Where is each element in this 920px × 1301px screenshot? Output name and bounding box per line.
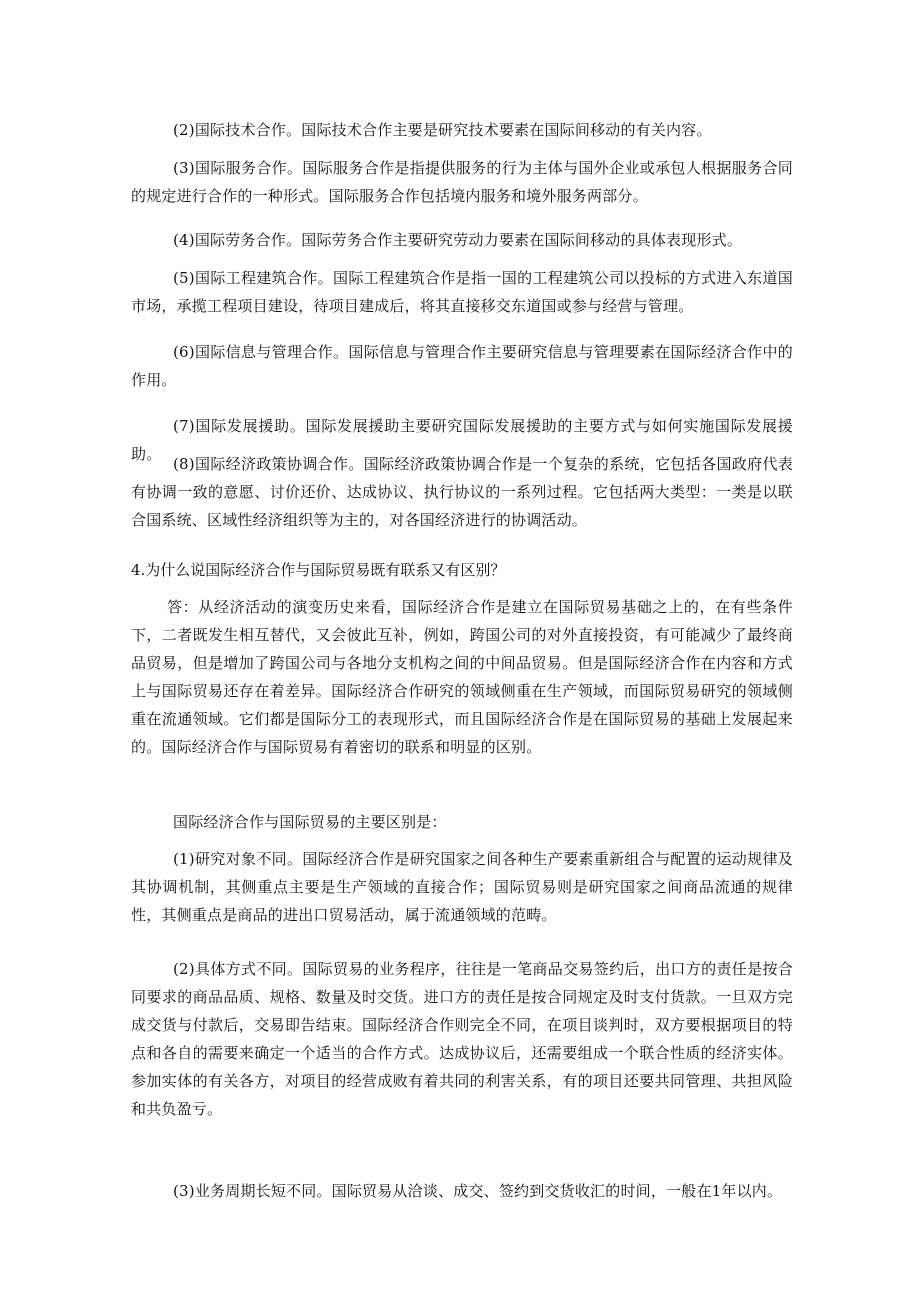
difference-specific-method: (2)具体方式不同。国际贸易的业务程序，往往是一笔商品交易签约后，出口方的责任是按合同要求的商品品质、规格、数量及时交货。进口方的责任是按合同规定及时支付货款。一旦双方完成交货与付款后，交易即告结束。国际经济合作则完全不同，在项目谈判时，双方要根据项目的特点和各自的需要来确定一个适当的合作方式。达成协议后，还需要组成一个联合性质的经济实体。参加实体的有关各方，对项目的经营成败有着共同的利害关系，有的项目还要共同管理、共担风险和共负盈亏。	[131, 960, 793, 1118]
answer-paragraph: 答：从经济活动的演变历史来看，国际经济合作是建立在国际贸易基础之上的，在有些条件下，二者既发生相互替代，又会彼此互补，例如，跨国公司的对外直接投资，有可能减少了最终商品贸易，但是增加了跨国公司与各地分支机构之间的中间品贸易。但是国际经济合作在内容和方式上与国际贸易还存在着差异。国际经济合作研究的领域侧重在生产领域，而国际贸易研究的领域侧重在流通领域。它们都是国际分工的表现形式，而且国际经济合作是在国际贸易的基础上发展起来的。国际经济合作与国际贸易有着密切的联系和明显的区别。	[131, 598, 793, 756]
difference-business-cycle: (3)业务周期长短不同。国际贸易从洽谈、成交、签约到交货收汇的时间，一般在1年以内。	[173, 1182, 783, 1200]
differences-intro: 国际经济合作与国际贸易的主要区别是：	[173, 813, 447, 831]
difference-research-object: (1)研究对象不同。国际经济合作是研究国家之间各种生产要素重新组合与配置的运动规律及其协调机制，其侧重点主要是生产领域的直接合作；国际贸易则是研究国家之间商品流通的规律性，其侧重点是商品的进出口贸易活动，属于流通领域的范畴。	[131, 850, 793, 924]
paragraph-policy-coordination: (8)国际经济政策协调合作。国际经济政策协调合作是一个复杂的系统，它包括各国政府代表有协调一致的意愿、讨价还价、达成协议、执行协议的一系列过程。它包括两大类型：一类是以联合国系统、区域性经济组织等为主的，对各国经济进行的协调活动。	[131, 455, 793, 529]
paragraph-engineering-cooperation: (5)国际工程建筑合作。国际工程建筑合作是指一国的工程建筑公司以投标的方式进入东道国市场，承揽工程项目建设，待项目建成后，将其直接移交东道国或参与经营与管理。	[131, 269, 793, 315]
paragraph-labor-cooperation: (4)国际劳务合作。国际劳务合作主要研究劳动力要素在国际间移动的具体表现形式。	[173, 231, 743, 249]
paragraph-technology-cooperation: (2)国际技术合作。国际技术合作主要是研究技术要素在国际间移动的有关内容。	[173, 121, 712, 139]
paragraph-information-management-cooperation: (6)国际信息与管理合作。国际信息与管理合作主要研究信息与管理要素在国际经济合作中的作用。	[131, 343, 793, 389]
paragraph-development-assistance: (7)国际发展援助。国际发展援助主要研究国际发展援助的主要方式与如何实施国际发展援助。	[131, 417, 793, 463]
question-heading: 4.为什么说国际经济合作与国际贸易既有联系又有区别？	[131, 561, 506, 579]
paragraph-service-cooperation: (3)国际服务合作。国际服务合作是指提供服务的行为主体与国外企业或承包人根据服务合同的规定进行合作的一种形式。国际服务合作包括境内服务和境外服务两部分。	[131, 159, 793, 205]
